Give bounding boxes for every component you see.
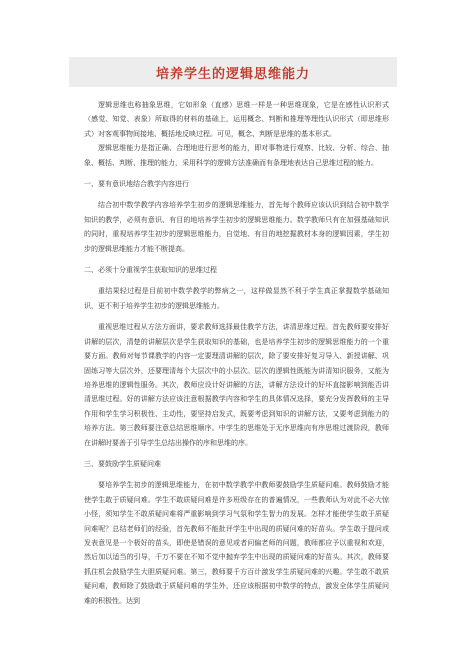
title-banner xyxy=(69,57,397,87)
section-paragraph: 重视思维过程从方法方面讲，要求教师选择最佳教学方法，讲清思维过程。首先教师要安排好讲解的层次，清楚的讲解层次是学生获取知识的基础，也是培养学生初步的逻辑思维能力的一个重要方面。教师对每节课教学的内容一定要理清讲解的层次，除了要安排好复习导入、新授讲解、巩固练习等大层次外，还要理清每个大层次中的小层次。层次的逻辑性既能为讲清知识服务，又能为培养思维的逻辑性服务。其次，教师应设计好讲解的方法，讲解方法设计的好坏直接影响到能否讲清思维过程。好的讲解方法应该注意根据教学内容和学生的具体情况选择，要充分发挥教师的主导作用和学生学习积极性、主动性，要坚持启发式，既要考虑到知识的讲解方法，又要考虑到能力的培养方法。第三教师要注意总结思维顺序。中学生的思维处于无序思维向有序思维过渡阶段，教师在讲解时要善于引导学生总结出操作的序和思维的序。 xyxy=(84,323,389,447)
section-paragraph: 要培养学生初步的逻辑思维能力，在初中数学教学中教师要鼓励学生质疑问难。教师鼓励才能使学生敢于质疑问难。学生不敢质疑问难是许多班级存在的普遍情况，一些教师认为对此不必大惊小怪，须知学生不敢质疑问难将严重影响到学习气氛和学生智力的发展。怎样才能使学生敢于质疑问难呢？总结老师们的经验，首先教师不能批评学生中出现的质疑问难的好苗头。学生敢于提问或发表意见是一个极好的苗头，即使是错误的意见或者问偏老师的问题，教师都应予以重视和欢迎，然后加以适当的引导，千万不要在不知不觉中抛弃学生中出现的质疑问难的好苗头。其次，教师要抓住机会鼓励学生大胆质疑问难。第三，教师要千方百计激发学生质疑问难的兴趣。学生敢不敢质疑问难，教师除了鼓励敢于质疑问难的学生外，还应该根据初中数学的特点，激发全体学生质疑问难的积极性。达到 xyxy=(84,481,389,605)
intro-paragraph: 逻辑思维也称抽象思维，它如形象（直感）思维一样是一种思维现象，它是在感性认识形式（感觉、知觉、表象）所取得的材料的基础上，运用概念、判断和推理等理性认识形式（即思维形式）对客观事物间接地、概括地反映过程。可见，概念、判断是思维的基本形式。 xyxy=(84,101,389,138)
section-heading: 三、要鼓励学生质疑问难 xyxy=(84,459,161,468)
document-body xyxy=(84,98,389,608)
page-title: 培养学生的逻辑思维能力 xyxy=(155,66,310,82)
intro-paragraph: 逻辑思维能力是指正确、合理地进行思考的能力，即对事物进行观察、比较、分析、综合、抽象、概括、判断、推理的能力，采用科学的逻辑方法准确而有条理地表达自己思维过程的能力。 xyxy=(84,144,389,167)
section-paragraph: 重结果轻过程是目前初中数学教学的弊病之一，这样做显然不利于学生真正掌握数学基础知识，更不利于培养学生初步的逻辑思维能力。 xyxy=(84,287,389,310)
section-heading: 二、必须十分重视学生获取知识的思维过程 xyxy=(84,266,217,275)
section-heading: 一、要有意识地结合教学内容进行 xyxy=(84,180,189,189)
section-paragraph: 结合初中数学教学内容培养学生初步的逻辑思维能力，首先每个教师应该认识到结合初中数学知识的教学，必须有意识、有目的地培养学生初步的逻辑思维能力。数学教师只有在加强基础知识的同时，重视培养学生初步的逻辑思维能力，自觉地、有目的地挖掘教材本身的逻辑因素，学生初步的逻辑思维能力才能不断提高。 xyxy=(84,201,389,253)
